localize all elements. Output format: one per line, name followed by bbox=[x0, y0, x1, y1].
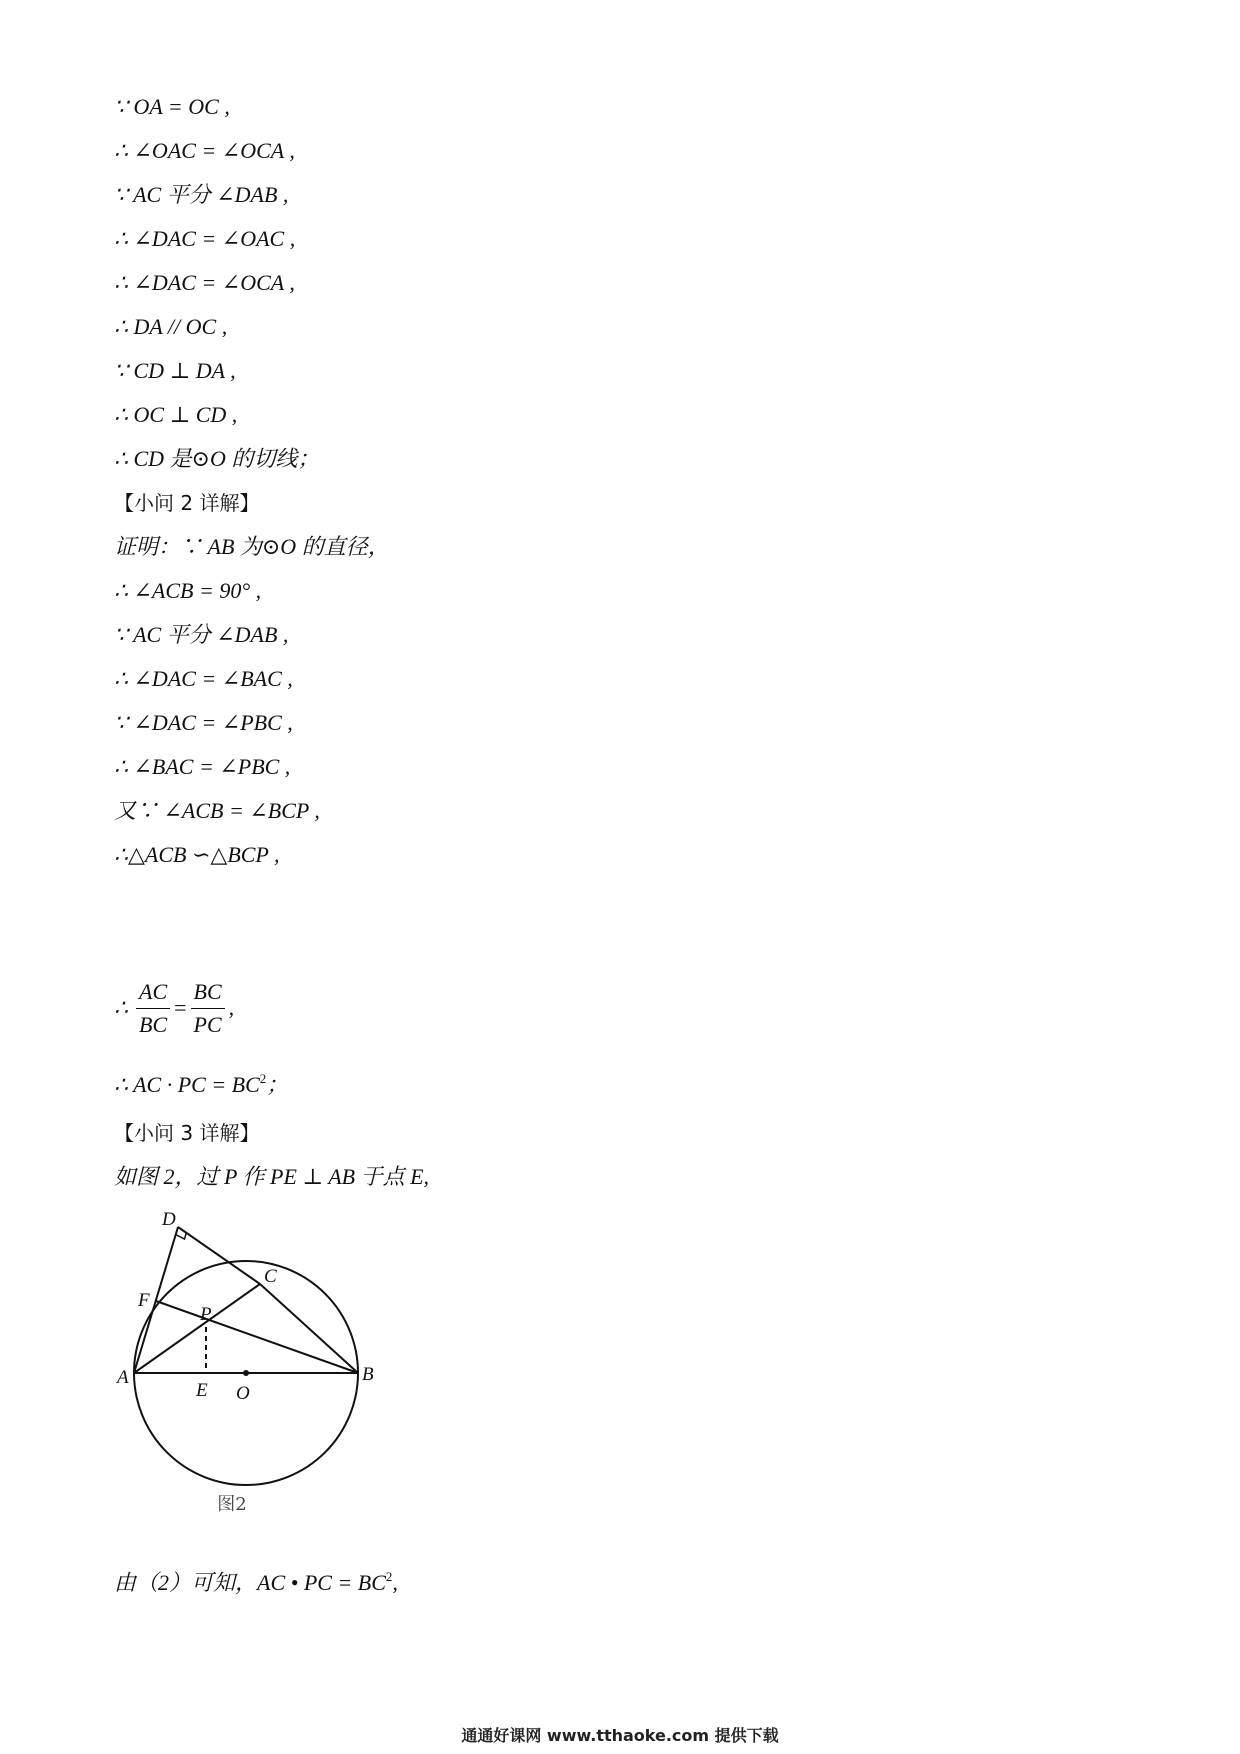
result2-text: ∴ AC · PC = BC bbox=[114, 1072, 260, 1097]
center-dot bbox=[243, 1370, 249, 1376]
proof1-line-6: ∴ DA // OC , bbox=[114, 314, 228, 339]
label-f: F bbox=[138, 1290, 150, 1311]
label-p: P bbox=[200, 1304, 212, 1325]
proof1-line-5: ∴ ∠DAC = ∠OCA , bbox=[114, 270, 295, 295]
proof1-line-2: ∴ ∠OAC = ∠OCA , bbox=[114, 138, 295, 163]
section3-intro: 如图 2，过 P 作 PE ⊥ AB 于点 E, bbox=[114, 1164, 430, 1189]
fraction-left bbox=[136, 978, 170, 1039]
label-b: B bbox=[362, 1364, 374, 1385]
proof1-line-4: ∴ ∠DAC = ∠OAC , bbox=[114, 226, 296, 251]
label-e: E bbox=[196, 1380, 208, 1401]
proof1-line-1: ∵ OA = OC , bbox=[114, 94, 230, 119]
result2-suffix: ； bbox=[266, 1072, 289, 1097]
fraction-right-denominator: PC bbox=[193, 1011, 222, 1037]
proof1-line-8: ∴ OC ⊥ CD , bbox=[114, 402, 238, 427]
segment-cb bbox=[260, 1284, 358, 1373]
section-3-title: 【小问 3 详解】 bbox=[114, 1121, 260, 1145]
label-o: O bbox=[236, 1383, 250, 1404]
section3-line-2-exponent: 2 bbox=[385, 1569, 393, 1584]
proof2-line-1: 证明：∵ AB 为⊙O 的直径， bbox=[114, 534, 390, 559]
proof1-line-3: ∵ AC 平分 ∠DAB , bbox=[114, 182, 289, 207]
proof2-line-6: ∴ ∠BAC = ∠PBC , bbox=[114, 754, 291, 779]
segment-ac bbox=[134, 1284, 260, 1373]
label-d: D bbox=[162, 1209, 176, 1230]
section3-line-2 bbox=[114, 1562, 398, 1598]
footer-source: 通通好课网 www.tthaoke.com 提供下载 bbox=[461, 1726, 779, 1745]
fraction-prefix: ∴ bbox=[114, 995, 128, 1020]
fraction-left-numerator: AC bbox=[136, 978, 170, 1009]
label-a: A bbox=[117, 1367, 129, 1388]
fraction-suffix: , bbox=[228, 995, 235, 1020]
fraction-equation bbox=[114, 976, 234, 1040]
figure-caption: 图2 bbox=[217, 1494, 247, 1515]
fraction-equals: = bbox=[174, 995, 187, 1020]
proof2-line-4: ∴ ∠DAC = ∠BAC , bbox=[114, 666, 293, 691]
fraction-left-denominator: BC bbox=[139, 1011, 168, 1037]
section3-line-2-suffix: , bbox=[392, 1570, 398, 1595]
proof2-line-8: ∴△ACB ∽△BCP , bbox=[114, 842, 280, 867]
result2-exponent: 2 bbox=[259, 1071, 267, 1086]
proof1-line-9: ∴ CD 是⊙O 的切线； bbox=[114, 446, 320, 471]
geometry-figure bbox=[110, 1205, 390, 1525]
label-c: C bbox=[264, 1266, 277, 1287]
proof2-line-3: ∵ AC 平分 ∠DAB , bbox=[114, 622, 289, 647]
section3-line-2-text: 由（2）可知，AC • PC = BC bbox=[114, 1570, 386, 1595]
fraction-right-numerator: BC bbox=[191, 978, 225, 1009]
section-2-title: 【小问 2 详解】 bbox=[114, 491, 260, 515]
proof2-line-7: 又∵ ∠ACB = ∠BCP , bbox=[114, 798, 320, 823]
proof1-line-7: ∵ CD ⊥ DA , bbox=[114, 358, 236, 383]
proof2-line-5: ∵ ∠DAC = ∠PBC , bbox=[114, 710, 293, 735]
proof2-line-2: ∴ ∠ACB = 90° , bbox=[114, 578, 262, 603]
result2-line bbox=[114, 1064, 288, 1100]
fraction-right bbox=[191, 978, 225, 1039]
